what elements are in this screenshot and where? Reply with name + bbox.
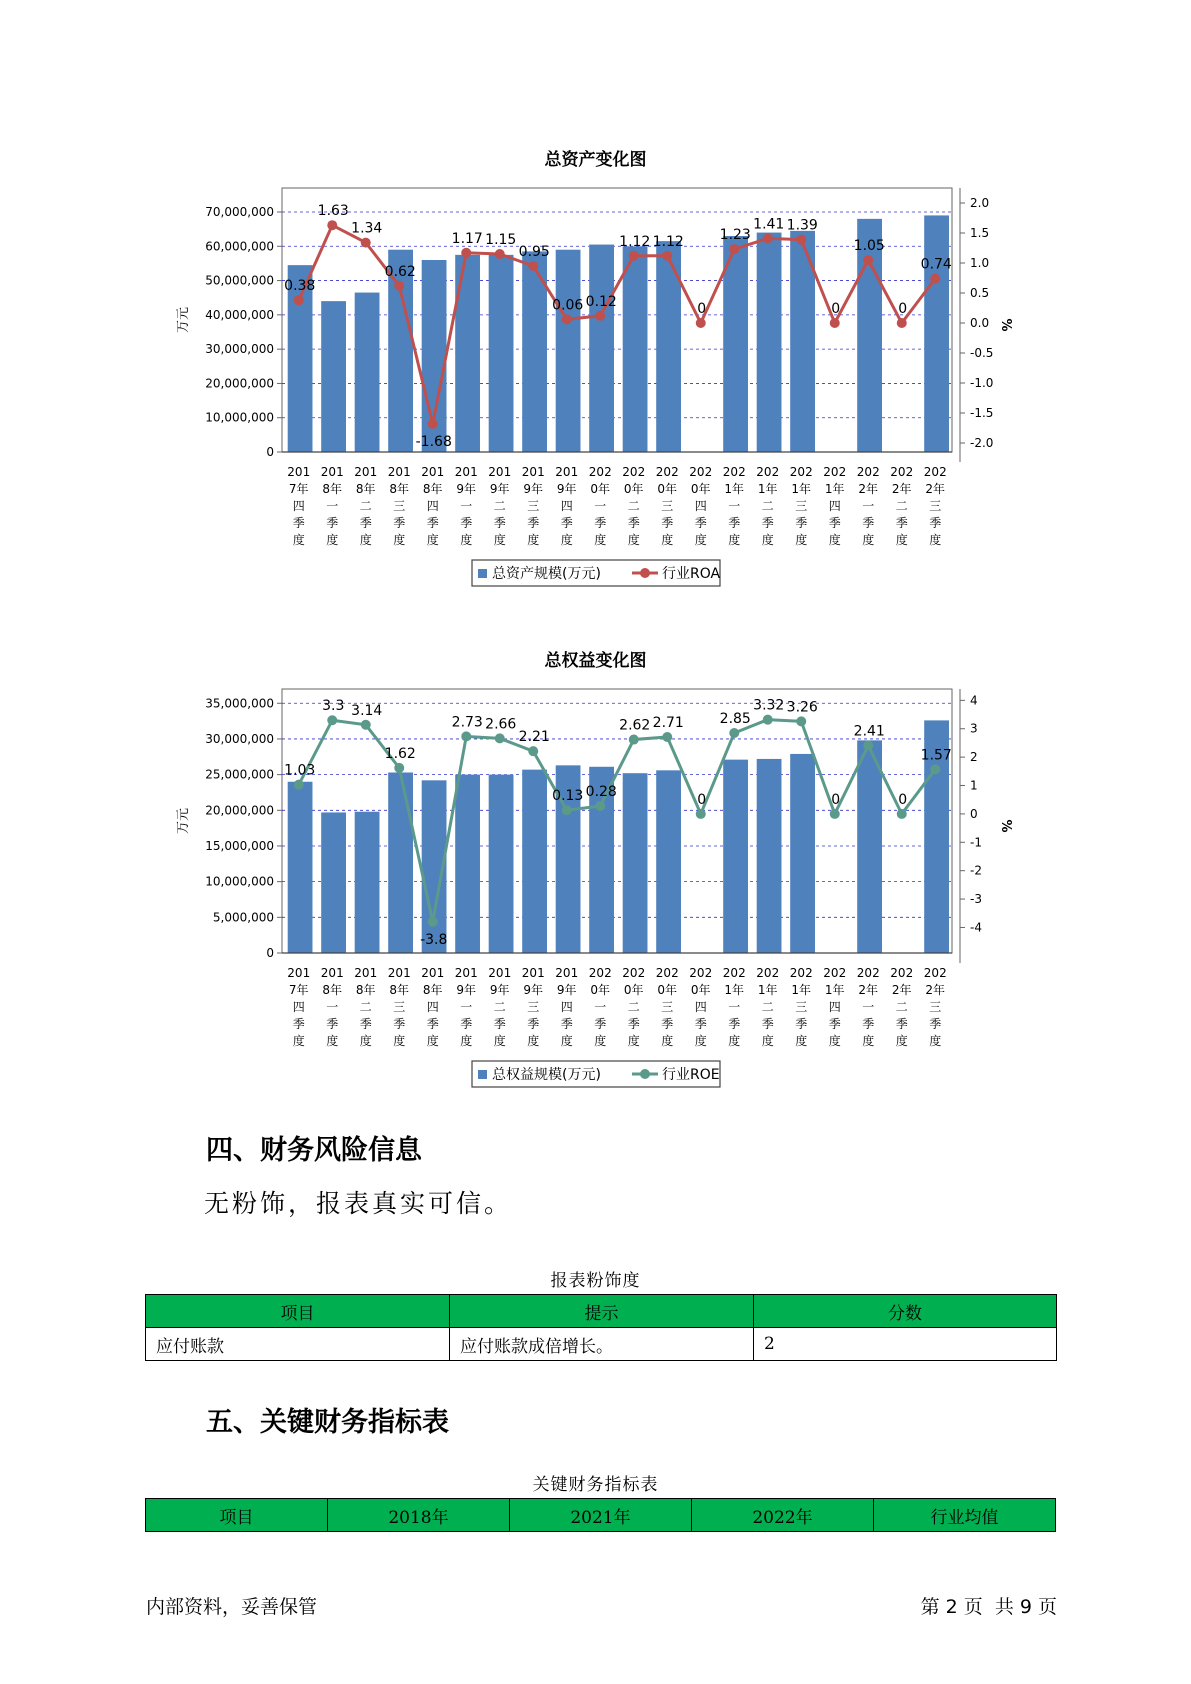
category-label: 201 8年四季度: [421, 465, 445, 547]
data-label: 0: [831, 301, 841, 317]
line-point: [629, 735, 639, 745]
data-label: 3.3: [322, 698, 345, 715]
line-point: [796, 716, 806, 726]
section4-heading: 四、财务风险信息: [206, 1135, 422, 1166]
right-tick-label: 3: [970, 721, 978, 736]
category-label: 202 0年三季度: [655, 465, 679, 547]
data-label: 3.26: [786, 699, 818, 716]
table-cell: 应付账款: [146, 1328, 450, 1361]
left-tick-label: 5,000,000: [212, 910, 274, 925]
whitewash-table-caption: 报表粉饰度: [550, 1271, 641, 1291]
category-label: 202 2年三季度: [923, 966, 947, 1048]
line-point: [729, 244, 739, 254]
total-equity-chart: [0, 671, 1191, 1111]
data-label: 1.41: [753, 216, 785, 233]
bar: [623, 773, 648, 953]
data-label: 1.12: [619, 233, 651, 250]
line-point: [897, 318, 907, 328]
data-label: 2.66: [485, 716, 517, 733]
category-label: 202 2年三季度: [923, 465, 947, 547]
category-label: 202 2年一季度: [856, 465, 880, 547]
category-label: 201 8年二季度: [354, 465, 378, 547]
chart2-title: 总权益变化图: [544, 651, 647, 671]
category-label: 202 1年三季度: [789, 966, 813, 1048]
line-point: [428, 917, 438, 927]
line-point: [361, 720, 371, 730]
category-label: 201 9年四季度: [555, 966, 579, 1048]
line-point: [461, 731, 471, 741]
category-label: 202 0年一季度: [588, 966, 612, 1048]
line-point: [796, 235, 806, 245]
chart1-title: 总资产变化图: [544, 150, 647, 170]
header-cell: 2018年: [328, 1499, 510, 1532]
category-label: 202 0年二季度: [622, 966, 646, 1048]
line-point: [662, 732, 672, 742]
line-point: [863, 255, 873, 265]
line-point: [428, 419, 438, 429]
legend-bar-label: 总资产规模(万元): [492, 566, 601, 582]
data-label: 1.62: [384, 745, 416, 762]
category-label: 201 9年三季度: [521, 966, 545, 1048]
data-label: 0.28: [585, 783, 617, 800]
right-tick-label: -1: [970, 835, 982, 850]
data-label: 0.12: [585, 293, 617, 310]
header-cell: 2021年: [510, 1499, 692, 1532]
category-label: 202 0年四季度: [689, 966, 713, 1048]
line-point: [863, 740, 873, 750]
bar: [321, 301, 346, 452]
data-label: 1.23: [719, 227, 751, 244]
plot-frame: [282, 689, 952, 953]
left-tick-label: 40,000,000: [205, 307, 274, 322]
line-point: [696, 318, 706, 328]
line-point: [662, 251, 672, 261]
data-label: 0.06: [552, 297, 584, 314]
line-point: [528, 746, 538, 756]
category-label: 202 1年二季度: [756, 465, 780, 547]
left-tick-label: 30,000,000: [205, 342, 274, 357]
bar: [790, 754, 815, 953]
left-tick-label: 15,000,000: [205, 838, 274, 853]
right-axis-label: %: [998, 318, 1013, 332]
right-tick-label: -1.5: [970, 406, 994, 420]
line-point: [294, 780, 304, 790]
bar: [355, 812, 380, 953]
header-cell: 行业均值: [874, 1499, 1056, 1532]
category-label: 201 8年二季度: [354, 966, 378, 1048]
left-tick-label: 20,000,000: [205, 376, 274, 391]
data-label: 0: [697, 301, 707, 317]
line-point: [294, 295, 304, 305]
bar: [757, 233, 782, 452]
bar: [656, 770, 681, 953]
right-tick-label: 1: [970, 778, 978, 793]
legend-line-label: 行业ROA: [662, 566, 721, 582]
line-point: [763, 715, 773, 725]
data-label: 0.95: [518, 244, 550, 260]
data-label: 1.03: [284, 762, 316, 779]
data-label: 0.74: [920, 256, 952, 273]
legend-bar-label: 总权益规模(万元): [492, 1067, 601, 1083]
category-label: 202 2年二季度: [890, 966, 914, 1048]
category-label: 202 0年二季度: [622, 465, 646, 547]
data-label: 0: [697, 791, 707, 808]
category-label: 202 1年一季度: [722, 966, 746, 1048]
category-label: 202 1年一季度: [722, 465, 746, 547]
line-point: [897, 809, 907, 819]
right-tick-label: 1.5: [970, 226, 990, 240]
category-label: 202 1年四季度: [823, 966, 847, 1048]
table-cell: 2: [754, 1328, 1057, 1361]
right-tick-label: -4: [970, 920, 982, 935]
kpi-table-caption: 关键财务指标表: [532, 1475, 659, 1495]
data-label: 0: [898, 791, 908, 808]
header-cell: 分数: [754, 1295, 1057, 1328]
bar: [924, 215, 949, 452]
bar: [321, 812, 346, 953]
line-point: [595, 801, 605, 811]
left-tick-label: 25,000,000: [205, 767, 274, 782]
left-axis-label: 万元: [176, 306, 191, 334]
kpi-table: [145, 1498, 1056, 1532]
bar: [489, 255, 514, 452]
legend-line-label: 行业ROE: [662, 1067, 720, 1083]
category-label: 201 9年二季度: [488, 966, 512, 1048]
line-point: [528, 261, 538, 271]
data-label: 1.63: [317, 203, 349, 220]
right-tick-label: 1.0: [970, 256, 990, 270]
right-tick-label: 2: [970, 750, 978, 765]
line-point: [394, 281, 404, 291]
total-assets-chart: [0, 170, 1191, 610]
category-label: 201 7年四季度: [287, 465, 311, 547]
right-tick-label: 0.0: [970, 316, 990, 330]
category-label: 201 9年一季度: [454, 465, 478, 547]
data-label: 3.32: [753, 697, 785, 714]
category-label: 202 0年四季度: [689, 465, 713, 547]
category-label: 201 9年二季度: [488, 465, 512, 547]
left-tick-label: 0: [266, 445, 274, 459]
left-tick-label: 10,000,000: [205, 874, 274, 889]
bar: [623, 246, 648, 452]
bar: [388, 250, 413, 452]
line-point: [729, 728, 739, 738]
data-label: 2.21: [518, 729, 550, 746]
legend-bar-swatch: [478, 1070, 487, 1079]
bar: [857, 740, 882, 953]
legend-bar-swatch: [478, 569, 487, 578]
data-label: 3.14: [351, 702, 383, 719]
left-tick-label: 35,000,000: [205, 696, 274, 711]
section5-heading: 五、关键财务指标表: [206, 1407, 449, 1438]
data-label: -1.68: [415, 433, 452, 450]
category-label: 201 8年一季度: [320, 966, 344, 1048]
data-label: 1.15: [485, 232, 517, 248]
right-tick-label: -3: [970, 892, 982, 907]
line-point: [394, 763, 404, 773]
table-row: [146, 1328, 1057, 1361]
right-tick-label: -2.0: [970, 436, 994, 450]
data-label: 2.73: [451, 714, 483, 731]
category-label: 201 9年三季度: [521, 465, 545, 547]
right-tick-label: -0.5: [970, 346, 994, 360]
line-point: [930, 764, 940, 774]
category-label: 201 8年一季度: [320, 465, 344, 547]
data-label: 0: [898, 301, 908, 317]
bar: [757, 759, 782, 953]
bar: [455, 775, 480, 953]
right-axis-label: %: [998, 819, 1013, 833]
table-header-row: [146, 1295, 1057, 1328]
header-cell: 项目: [146, 1499, 328, 1532]
header-cell: 项目: [146, 1295, 450, 1328]
data-label: 1.57: [920, 747, 952, 764]
plot-frame: [282, 188, 952, 452]
data-label: 1.12: [652, 233, 684, 250]
left-tick-label: 60,000,000: [205, 239, 274, 254]
line-point: [629, 251, 639, 261]
category-label: 202 1年四季度: [823, 465, 847, 547]
page-number: 第 2 页 共 9 页: [920, 1596, 1057, 1618]
line-point: [562, 805, 572, 815]
bar: [288, 782, 313, 953]
table-cell: 应付账款成倍增长。: [450, 1328, 754, 1361]
data-label: 0.62: [384, 263, 416, 280]
line-point: [562, 314, 572, 324]
data-label: 0.13: [552, 788, 584, 805]
right-tick-label: -2: [970, 863, 982, 878]
left-tick-label: 70,000,000: [205, 205, 274, 219]
category-label: 201 9年一季度: [454, 966, 478, 1048]
line-point: [461, 248, 471, 258]
data-label: 1.05: [853, 238, 885, 254]
left-axis-label: 万元: [176, 807, 191, 835]
category-label: 202 1年三季度: [789, 465, 813, 547]
line-point: [495, 249, 505, 259]
data-label: 0.38: [284, 278, 316, 295]
left-tick-label: 30,000,000: [205, 731, 274, 746]
data-label: 2.62: [619, 717, 651, 734]
header-cell: 提示: [450, 1295, 754, 1328]
bar: [723, 760, 748, 953]
line-point: [930, 274, 940, 284]
bar: [355, 293, 380, 452]
right-tick-label: 0: [970, 806, 978, 821]
bar: [388, 772, 413, 953]
data-label: 0: [831, 791, 841, 808]
right-tick-label: -1.0: [970, 376, 994, 390]
right-tick-label: 2.0: [970, 196, 990, 210]
data-label: 1.34: [351, 220, 383, 237]
category-label: 201 9年四季度: [555, 465, 579, 547]
bar: [556, 250, 581, 452]
line-point: [495, 733, 505, 743]
data-label: -3.8: [420, 931, 448, 948]
left-tick-label: 0: [266, 946, 274, 960]
line-point: [327, 220, 337, 230]
right-tick-label: 0.5: [970, 286, 990, 300]
data-label: 1.17: [451, 230, 483, 247]
line-point: [327, 715, 337, 725]
bar: [522, 770, 547, 953]
footer-note: 内部资料，妥善保管: [146, 1596, 318, 1618]
line-point: [595, 311, 605, 321]
table-header-row: [146, 1499, 1056, 1532]
left-tick-label: 20,000,000: [205, 803, 274, 818]
category-label: 201 8年三季度: [387, 465, 411, 547]
line-point: [361, 238, 371, 248]
category-label: 201 8年三季度: [387, 966, 411, 1048]
risk-paragraph: 无粉饰，报表真实可信。: [204, 1189, 513, 1218]
category-label: 202 2年二季度: [890, 465, 914, 547]
line-point: [696, 809, 706, 819]
left-tick-label: 10,000,000: [205, 410, 274, 425]
legend-line-marker: [640, 568, 650, 578]
left-tick-label: 50,000,000: [205, 273, 274, 288]
data-label: 2.41: [853, 723, 885, 740]
whitewash-table: [145, 1294, 1057, 1361]
category-label: 201 8年四季度: [421, 966, 445, 1048]
data-label: 1.39: [786, 217, 818, 234]
line-point: [830, 809, 840, 819]
category-label: 202 2年一季度: [856, 966, 880, 1048]
data-label: 2.71: [652, 714, 684, 731]
bar: [489, 775, 514, 953]
data-label: 2.85: [719, 711, 751, 727]
category-label: 201 7年四季度: [287, 966, 311, 1048]
header-cell: 2022年: [692, 1499, 874, 1532]
bar: [589, 245, 614, 452]
category-label: 202 0年一季度: [588, 465, 612, 547]
category-label: 202 1年二季度: [756, 966, 780, 1048]
legend-line-marker: [640, 1069, 650, 1079]
category-label: 202 0年三季度: [655, 966, 679, 1048]
right-tick-label: 4: [970, 693, 978, 708]
line-point: [763, 233, 773, 243]
line-point: [830, 318, 840, 328]
